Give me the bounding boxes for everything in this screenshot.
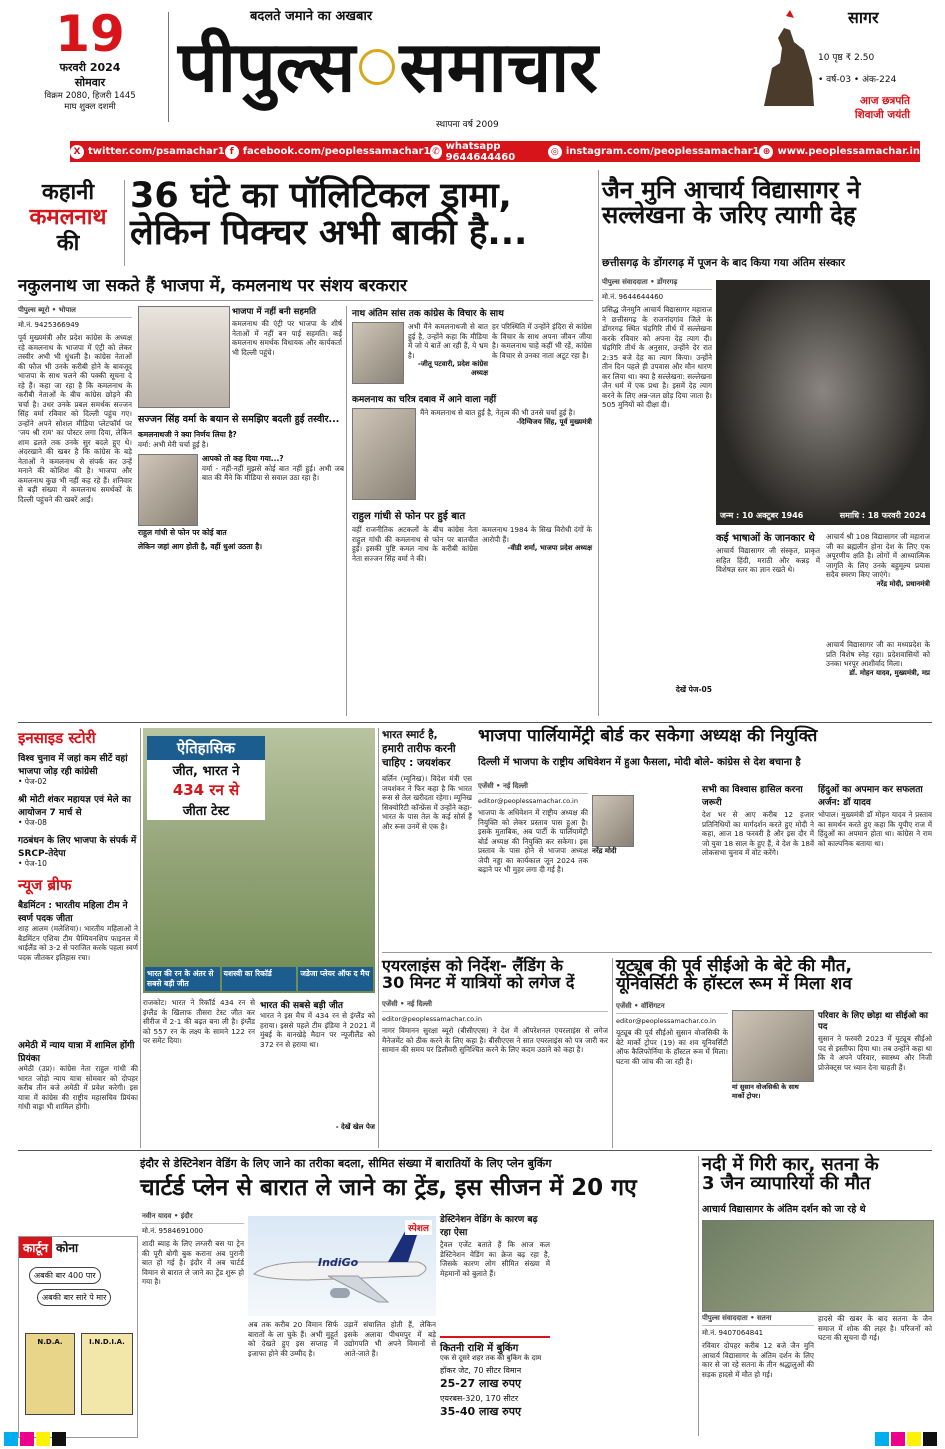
accident-photo	[702, 1220, 934, 1312]
kamalnath-photo	[138, 306, 230, 408]
qa-a2: वर्मा - नहीं-नहीं मुझसे कोई बात नहीं हुई। अभी जब बात की मैंने कि मीडिया से सवाल उठा रहा है।	[202, 463, 344, 482]
cricket-tabs	[145, 967, 373, 991]
quote-digvijay-by: -दिग्विजय सिंह, पूर्व मुख्यमंत्री	[516, 417, 592, 426]
twitter-link[interactable]	[70, 145, 225, 159]
quote-cm-text: आचार्य विद्यासागर जी का मध्यप्रदेश के प्रति विशेष स्नेह रहा। प्रदेशवासियों को उनका भरपूर आशीर्वाद मिला।	[826, 640, 930, 668]
qa-pt1: राहुल गांधी से फोन पर कोई बात	[138, 527, 227, 537]
jayanti-line2: शिवाजी जयंती	[854, 109, 910, 121]
vidyasagar-body: प्रसिद्ध जैनमुनि आचार्य विद्यासागर महाराज ने छत्तीसगढ़ के राजनांदगांव जिले के डोंगरगढ़ स्थित चंद्रगिरि तीर्थ में सल्लेखना करके रविवार को अपना देह त्याग दी। चंद्रगिरि तीर्थ के अनुसार, उन्होंने देर रात 2:35 बजे देह का त्याग किया। उन्होंने तीन दिन पहले ही उपवास और मौन धारण कर लिया था। क्या है सल्लेखना: सल्लेखना जैन धर्म में एक प्रथा है। इसमें देह त्याग करने के लिए अन्न-जल छोड़ दिया जाता है। 505 मुनियों को दीक्षा दी।	[602, 305, 712, 409]
website-url: www.peoplessamachar.in	[777, 146, 920, 157]
charter-headline: चार्टर्ड प्लेन से बारात ले जाने का ट्रेंड, इस सीजन में 20 गए	[140, 1175, 637, 1201]
quote-digvijay-text: मैंने कमलनाथ से बात हुई है, नेतृत्व की भी उनसे चर्चा हुई है।	[420, 408, 576, 417]
youtube-email: editor@peoplessamachar.co.in	[616, 1017, 716, 1025]
inside-item[interactable]	[18, 751, 138, 787]
cartoon-bubble1: अबकी बार 400 पार	[29, 1267, 101, 1284]
cartoon-title: कार्टून	[19, 1237, 52, 1258]
cricket-banner	[147, 736, 265, 820]
lead-col-divider	[346, 306, 347, 716]
section-divider-right	[598, 170, 599, 716]
jaishankar-head-line2: हमारी तारीफ करनी	[382, 743, 456, 755]
birth-date: जन्म : 10 अक्टूबर 1946	[720, 511, 804, 520]
year-issue: • वर्ष-03 • अंक-224	[818, 75, 897, 85]
newspaper-name-right: समाचार	[399, 25, 598, 108]
cricket-tab: यशस्वी का रिकॉर्ड	[222, 967, 297, 991]
cricket-col2-body: भारत ने इस मैच में 434 रन से इंग्लैंड को हराया। इससे पहले टीम इंडिया ने 2021 में मुंबई के वानखेड़े मैदान पर न्यूजीलैंड को 372 रन से हराया था।	[260, 1011, 375, 1049]
cartoon-title2: कोना	[56, 1241, 79, 1255]
youtube-photo-caption: मां सुसान वोजसिकी के साथ मार्को ट्रोपर।	[732, 1083, 799, 1100]
cricket-banner-line2: जीत, भारत ने	[147, 760, 265, 780]
quote-modi-by: नरेंद्र मोदी, प्रधानमंत्री	[876, 579, 930, 588]
sajjan-photo	[138, 454, 198, 526]
bjp-subhead: दिल्ली में भाजपा के राष्ट्रीय अधिवेशन में हुआ फैसला, मोदी बोले- कांग्रेस से देश बचाना है	[478, 757, 801, 768]
airline-body: नागर विमानन सुरक्षा ब्यूरो (बीसीएएस) ने देश में ऑपरेशनल एयरलाइंस से लगेज मैनेजमेंट को ठीक करने के लिए कहा है। बीसीएएस ने सात एयरलाइंस को पत्र जारी कर सामान की समय पर डिलीवरी सुनिश्चित करने के लिए कदम उठाने को कहा है।	[382, 1026, 608, 1054]
twitter-handle: twitter.com/psamachar1	[88, 146, 225, 157]
vidyasagar-headline-line1: जैन मुनि आचार्य विद्यासागर ने	[602, 176, 861, 204]
accident-col2: हादसे की खबर के बाद सतना के जैन समाज में शोक की लहर है। परिजनों को घटना की सूचना दी गई।	[818, 1314, 932, 1342]
vidyasagar-byline: पीपुल्स संवाददाता • डोंगरगढ़	[602, 278, 712, 290]
inside-divider	[140, 728, 141, 1148]
youtube-side	[818, 1010, 932, 1149]
cost2-label: एयरबस-320, 170 सीटर	[440, 1394, 519, 1403]
vidyasagar-subhead: छत्तीसगढ़ के डोंगरगढ़ में पूजन के बाद किया गया अंतिम संस्कार	[602, 257, 846, 269]
fold-rule	[18, 722, 932, 723]
jayanti-box	[815, 94, 910, 122]
charter-kicker: इंदौर से डेस्टिनेशन वेडिंग के लिए जाने का तरीका बदला, सीमित संख्या में बारातियों के लिए प्लेन बुकिंग	[140, 1157, 552, 1170]
airline-byline: एजेंसी • नई दिल्ली	[382, 1000, 608, 1012]
brief2-head: अमेठी में न्याय यात्रा में शामिल होंगी प्रियंका	[18, 1041, 135, 1064]
cost-box	[440, 1336, 550, 1419]
quote-patwari	[408, 322, 488, 384]
modi-photo	[592, 795, 634, 847]
youtube-side-head: परिवार के लिए छोड़ा था सीईओ का पद	[818, 1011, 928, 1032]
digvijay-photo	[352, 408, 416, 500]
whatsapp-icon: ✆	[432, 146, 440, 157]
date-calendar: विक्रम 2080, हिजरी 1445	[44, 91, 136, 101]
website-link[interactable]	[759, 145, 920, 159]
swatch-magenta	[20, 1432, 34, 1446]
vidyasagar-see-page: देखें पेज-05	[675, 685, 712, 694]
pages-price: 10 पृष्ठ ₹ 2.50	[818, 53, 875, 63]
bottom-rule	[18, 1150, 932, 1151]
inside-item-page: • पेज-08	[18, 818, 47, 827]
shivaji-statue-image	[760, 8, 818, 108]
airline-headline	[382, 958, 608, 992]
date-month: फरवरी 2024	[59, 61, 121, 74]
accident-subhead: आचार्य विद्यासागर के अंतिम दर्शन को जा रहे थे	[702, 1204, 866, 1215]
tagline: बदलते जमाने का अखबार	[250, 9, 373, 24]
bjp-col2-body: देश भर से आए करीब 12 हजार प्रतिनिधियों का मार्गदर्शन करते हुए मोदी ने कहा, आज 18 फरवरी है और इस दौर में जो युवा 18 साल के हुए हैं, वे देश के 18वें लोकसभा चुनाव में वोट करेंगे।	[702, 810, 814, 857]
bjp-col3-body: भोपाल। मुख्यमंत्री डॉ मोहन यादव ने प्रस्ताव का समर्थन करते हुए कहा कि यूपीए राज में हिंदुओं का अपमान होता था। कांग्रेस ने राम को काल्पनिक बताया था।	[818, 810, 932, 848]
youtube-side-body: सुसान ने फरवरी 2023 में यूट्यूब सीईओ पद से इस्तीफा दिया था। तब उन्होंने कहा था कि वे अपने परिवार, स्वास्थ्य और निजी प्रोजेक्ट्स पर ध्यान देना चाहती हैं।	[818, 1034, 932, 1072]
date-weekday: सोमवार	[74, 76, 106, 89]
cricket-photo	[143, 728, 375, 993]
youtube-headline	[616, 958, 932, 994]
logo-emblem-icon	[359, 49, 395, 85]
lead-mobile: मो.नं. 9425366949	[18, 321, 80, 329]
accident-body: रविवार दोपहर करीब 12 बजे जैन मुनि आचार्य विद्यासागर के अंतिम दर्शन के लिए कार से जा रहे सतना के तीन श्रद्धालुओं की सड़क हादसे में मौत हो गई।	[702, 1341, 814, 1379]
mid-rule	[382, 952, 932, 953]
twitter-icon: X	[70, 145, 84, 159]
swatch-black	[52, 1432, 66, 1446]
instagram-handle: instagram.com/peoplessamachar1	[565, 146, 760, 157]
inside-story-title: इनसाइड स्टोरी	[18, 729, 96, 747]
swatch-magenta	[891, 1432, 905, 1446]
vidyasagar-caption-body: आचार्य विद्यासागर जी संस्कृत, प्राकृत सहित हिंदी, मराठी और कन्नड़ में विशेषज्ञ स्तर का ज्ञान रखते थे।	[716, 546, 820, 574]
instagram-icon: ◎	[548, 145, 562, 159]
qa-a1: वर्मा: अभी मेरी चर्चा हुई है।	[138, 440, 209, 449]
bjp-col2-head: सभी का विश्वास हासिल करना जरूरी	[702, 785, 803, 808]
vidyasagar-photo	[716, 280, 930, 525]
instagram-link[interactable]	[548, 145, 760, 159]
qa-pt2: लेकिन जहां आग होती है, वहीं धुआं उठता है।	[138, 541, 263, 551]
vidyasagar-mobile: मो.नं. 9644644460	[602, 293, 664, 301]
accident-mobile: मो.नं. 9407064841	[702, 1329, 764, 1337]
airline-email: editor@peoplessamachar.co.in	[382, 1015, 482, 1023]
lead-subhead: नकुलनाथ जा सकते हैं भाजपा में, कमलनाथ पर संशय बरकरार	[18, 276, 407, 296]
lead-rule	[18, 300, 593, 301]
inside-story	[18, 728, 138, 1212]
bjp-col1	[478, 782, 588, 948]
bjp-col3	[818, 782, 932, 950]
swatch-cyan	[4, 1432, 18, 1446]
vidyasagar-col	[602, 278, 712, 718]
quote-vd	[482, 525, 592, 635]
inside-item-text: विश्व चुनाव में जहां कम सीटें वहां भाजपा जोड़ रही कांग्रेसी	[18, 754, 128, 777]
accident-col1	[702, 1314, 814, 1423]
center-body: हर परिस्थिति में उन्होंने इंदिरा से कांग्रेस के विचार के साथ अपना जीवन जीया है। कमलनाथ चाहे कहीं भी रहें, कांग्रेस के विचार से उनका नाता अटूट रहा है।	[492, 322, 592, 360]
inside-item-text: गठबंधन के लिए भाजपा के संपर्क में SRCP-तेदेपा	[18, 836, 137, 859]
lead-body: पूर्व मुख्यमंत्री और प्रदेश कांग्रेस के अध्यक्ष रहे कमलनाथ के भाजपा में एंट्री को लेकर तस्वीर अभी भी धुंधली है। कांग्रेस नेताओं की फौज भी उनके करीबी होने के बावजूद भाजपा के साथ चलने की पक्की सूचना दे रहे हैं। कहा जा रहा है कि कमलनाथ के करीबी नेताओं के बीच कांग्रेस छोड़ने की चर्चा है। उधर उनके प्रबल समर्थक सज्जन सिंह वर्मा रविवार को दिल्ली पहुंच गए। उन्होंने अपने सोशल मीडिया प्लेटफॉर्म पर 'जय श्री राम' का पोस्टर लगा दिया, लेकिन शाम ढलते तक उनके सुर बदले हुए थे। अंदरखाने की खबर है कि कांग्रेस के बड़े नेताओं ने कमलनाथ से संपर्क कर उन्हें मनाने की कोशिश की है। भाजपा और कमलनाथ कुछ भी नहीं कह रहे हैं। शनिवार से बड़ी संख्या में कमलनाथ समर्थकों के दिल्ली पहुंचने की खबरें आईं।	[18, 333, 132, 504]
bjp-body: भाजपा के अधिवेशन में राष्ट्रीय अध्यक्ष की नियुक्ति को लेकर प्रस्ताव पास हुआ है। इसके मुताबिक, अब पार्टी के पार्लियामेंट्री बोर्ड अध्यक्ष की नियुक्ति कर सकेगा। इस प्रस्ताव के पास होने से भाजपा अध्यक्ष जेपी नड्डा का कार्यकाल जून 2024 तक बढ़ाने पर भी मुहर लगा दी गई है।	[478, 808, 588, 874]
date-block	[20, 5, 160, 112]
jaishankar-head-line1: भारत स्मार्ट है,	[382, 729, 438, 741]
youtube-headline-line2: यूनिवर्सिटी के हॉस्टल रूम में मिला शव	[616, 973, 852, 994]
plane-photo	[248, 1216, 436, 1316]
lead-byline: पीपुल्स ब्यूरो • भोपाल	[18, 306, 132, 318]
vidyasagar-caption: कई भाषाओं के जानकार थे	[716, 533, 815, 544]
charter-col4-body: ट्रैवल एजेंट बताते हैं कि आज कल डेस्टिनेशन वेडिंग का क्रेज बढ़ रहा है, जिसके कारण लोग सीमित संख्या में मेहमानों को बुलाते हैं।	[440, 1240, 550, 1278]
lead-center	[352, 306, 592, 716]
quote-digvijay	[420, 408, 592, 500]
brief1-body: शाह आलम (मलेशिया)। भारतीय महिलाओं ने बैडमिंटन एशिया टीम चैम्पियनशिप फाइनल में थाईलैंड को 3-2 से पराजित करके पहला स्वर्ण पदक जीतकर इतिहास रचा।	[18, 924, 138, 962]
charter-mobile: मो.नं. 9584691000	[142, 1227, 204, 1235]
masthead-divider	[168, 12, 169, 122]
cricket-body: राजकोट। भारत ने रिकॉर्ड 434 रन से इंग्लैंड के खिलाफ तीसरा टेस्ट जीत कर सीरीज में 2-1 की बढ़त बना ली है। इंग्लैंड को 557 रन के लक्ष्य के सामने 122 रन पर समेट दिया।	[143, 998, 255, 1045]
kicker-word2: कमलनाथ	[29, 205, 107, 231]
cartoon-house-nda-label: N.D.A.	[37, 1338, 63, 1346]
accident-byline: पीपुल्स संवाददाता • सतना	[702, 1314, 814, 1326]
charter-byline: नवीन यादव • इंदौर	[142, 1212, 244, 1224]
bjp-col2	[702, 782, 814, 950]
charter-col3: उड़ानें संचालित होती हैं, लेकिन इसके अलावा पीथमपुर में बड़े उद्योगपति भी अपने विमानों से आते-जाते हैं।	[344, 1320, 436, 1358]
cricket-see: - देखें खेल पेज	[335, 1123, 375, 1131]
center3-body: वहीं राजनीतिक अटकलों के बीच कांग्रेस नेता राहुल गांधी की कमलनाथ से फोन पर बातचीत हुई। इसकी पुष्टि कमल नाथ के करीबी कांग्रेस नेता सज्जन सिंह वर्मा ने की।	[352, 525, 478, 563]
youtube-photo	[732, 1010, 814, 1082]
accident-divider	[698, 1156, 699, 1436]
charter-col4-head: डेस्टिनेशन वेडिंग के कारण बढ़ रहा ऐसा	[440, 1215, 538, 1238]
lead-col2-head: भाजपा में नहीं बनी सहमति	[232, 307, 317, 317]
cricket-col2-head: भारत की सबसे बड़ी जीत	[260, 1001, 343, 1011]
airline-headline-line1: एयरलाइंस को निर्देश- लैंडिंग के	[382, 956, 563, 975]
facebook-link[interactable]	[225, 145, 431, 159]
indigo-logo: IndiGo	[318, 1256, 359, 1269]
lead-kicker	[18, 180, 118, 256]
accident-headline	[702, 1156, 932, 1194]
newspaper-name	[178, 22, 738, 112]
modi-caption: नरेंद्र मोदी	[592, 847, 617, 855]
special-tag: स्पेशल	[405, 1220, 432, 1235]
cricket-banner-line3: 434 रन से	[147, 780, 265, 800]
quote-patwari-text: अभी मैंने कमलनाथजी से बात हुई है, उन्होंने कहा कि मीडिया में जो ये बातें आ रही हैं, ये भ्रम है।	[408, 322, 488, 360]
accident-headline-line2: 3 जैन व्यापारियों की मौत	[702, 1172, 871, 1194]
lead-headline-line2: लेकिन पिक्चर अभी बाकी है...	[130, 212, 528, 253]
cricket-banner-line4: जीता टेस्ट	[147, 800, 265, 820]
cricket-banner-line1: ऐतिहासिक	[147, 736, 265, 760]
swatch-yellow	[907, 1432, 921, 1446]
swatch-black	[923, 1432, 937, 1446]
lead-qa-block	[138, 430, 344, 715]
samadhi-date: समाधि : 18 फरवरी 2024	[839, 511, 926, 520]
airline-headline-line2: 30 मिनट में यात्रियों को लगेज दें	[382, 972, 575, 992]
inside-item[interactable]	[18, 792, 138, 828]
whatsapp-number: whatsapp 9644644460	[445, 140, 516, 163]
charter-col2: अब तक करीब 20 विमान सिर्फ बारातों के ला चुके हैं। अभी मुहूर्त को देखते हुए इस सप्ताह में इजाफा होने की उम्मीद है।	[248, 1320, 338, 1358]
center3-head: राहुल गांधी से फोन पर हुई बात	[352, 511, 466, 522]
cartoon-house-nda	[25, 1333, 75, 1415]
airline-col	[382, 1000, 608, 1126]
lead-col2	[232, 306, 342, 406]
charter-col4	[440, 1212, 550, 1419]
inside-item-page: • पेज-10	[18, 859, 47, 868]
bjp-headline: भाजपा पार्लियामेंट्री बोर्ड कर सकेगा अध्यक्ष की नियुक्ति	[478, 726, 818, 746]
bjp-byline: एजेंसी • नई दिल्ली	[478, 782, 588, 794]
cricket-tab: जडेजा प्लेयर ऑफ द मैच	[298, 967, 373, 991]
qa-q2: आपको तो कह दिया गया...?	[202, 453, 284, 463]
swatch-yellow	[36, 1432, 50, 1446]
quote-vd-by: -वीडी शर्मा, भाजपा प्रदेश अध्यक्ष	[507, 544, 592, 552]
cartoon-box	[18, 1236, 138, 1438]
jaishankar-body: बर्लिन (म्यूनिख)। विदेश मंत्री एस जयशंकर ने फिर कहा है कि भारत रूस से तेल खरीदता रहेगा। म्यूनिख सिक्योरिटी कॉन्फ्रेंस में उन्होंने कहा- भारत के पास तेल के कई सोर्स हैं और रूस उनमें से एक है।	[382, 774, 472, 831]
brief1-head: बैडमिंटन : भारतीय महिला टीम ने स्वर्ण पदक जीता	[18, 901, 128, 924]
cost1-label: हॉकर जेट, 70 सीटर विमान	[440, 1366, 522, 1375]
inside-item-page: • पेज-02	[18, 777, 47, 786]
cost2-value: 35-40 लाख रुपए	[440, 1405, 522, 1418]
brief2-body: अमेठी (उप्र)। कांग्रेस नेता राहुल गांधी की भारत जोड़ो न्याय यात्रा सोमवार को दोपहर करीब तीन बजे अमेठी में प्रवेश करेगी। इस यात्रा में कांग्रेस की राष्ट्रीय महासचिव प्रियंका गांधी वाड्रा भी शामिल होंगी।	[18, 1064, 138, 1111]
vidyasagar-headline-line2: सल्लेखना के जरिए त्यागी देह	[602, 201, 856, 230]
charter-col1	[142, 1212, 244, 1419]
youtube-headline-line1: यूट्यूब की पूर्व सीईओ के बेटे की मौत,	[616, 956, 852, 976]
cost-sub: एक से दूसरे शहर तक की बुकिंग के दाम	[440, 1354, 542, 1362]
accident-headline-line1: नदी में गिरी कार, सतना के	[702, 1154, 879, 1175]
vidyasagar-headline	[602, 178, 932, 228]
cricket-divider	[378, 728, 379, 1148]
airline-divider	[612, 958, 613, 1148]
inside-item[interactable]	[18, 833, 138, 869]
jaishankar-head-line3: चाहिए : जयशंकर	[382, 757, 451, 769]
kicker-word1: कहानी	[41, 180, 95, 205]
sajjan-caption: सज्जन सिंह वर्मा के बयान से समझिए बदली हुई तस्वीर...	[138, 414, 340, 425]
inside-item-text: श्री मोटी शंकर महायज्ञ एवं मेले का आयोजन 7 मार्च से	[18, 795, 131, 818]
quote-vd-text: कमलनाथ 1984 के सिख विरोधी दंगों के आरोपी हैं।	[482, 525, 592, 544]
cricket-col2	[260, 998, 375, 1132]
established-year: स्थापना वर्ष 2009	[436, 120, 499, 130]
newspaper-name-left: पीपुल्स	[178, 25, 356, 108]
cartoon-house-india	[81, 1333, 133, 1415]
facebook-handle: facebook.com/peoplessamachar1	[242, 146, 431, 157]
center-head: नाथ अंतिम सांस तक कांग्रेस के विचार के साथ	[352, 309, 504, 319]
cost1-value: 25-27 लाख रुपए	[440, 1377, 522, 1390]
masthead	[0, 0, 945, 140]
center2-head: कमलनाथ का चरित्र दबाव में आने वाला नहीं	[352, 395, 497, 405]
patwari-photo	[352, 322, 404, 384]
globe-icon: ⊕	[759, 145, 773, 159]
cartoon-bubble2: अबकी बार सारे पे मार	[37, 1289, 111, 1306]
kicker-word3: की	[56, 230, 80, 256]
cartoon-house-india-label: I.N.D.I.A.	[89, 1338, 125, 1346]
jayanti-line1: आज छत्रपति	[859, 95, 910, 107]
edition-name: सागर	[848, 8, 879, 27]
quote-modi-text: आचार्य श्री 108 विद्यासागर जी महाराज जी का ब्रह्मलीन होना देश के लिए एक अपूरणीय क्षति है। लोगों में आध्यात्मिक जागृति के लिए उनके बहुमूल्य प्रयास सदैव स्मरण किए जाएंगे।	[826, 532, 930, 579]
bjp-email: editor@peoplessamachar.co.in	[478, 797, 578, 805]
bjp-col3-head: हिंदुओं का अपमान कर सफलता अर्जन: डॉ यादव	[818, 785, 923, 808]
lead-headline	[130, 178, 590, 252]
date-day: 19	[55, 5, 125, 63]
lead-col1	[18, 306, 132, 716]
qa-q1: कमलनाथजी ने क्या निर्णय लिया है?	[138, 430, 237, 439]
quote-patwari-by: -जीतू पटवारी, प्रदेश कांग्रेस अध्यक्ष	[417, 360, 488, 377]
charter-body: शादी ब्याह के लिए लग्जरी बस या ट्रेन की पूरी बोगी बुक कराना अब पुरानी बात हो गई है। इंदौर में अब चार्टर्ड विमान से बारात ले जाने का ट्रेंड शुरू हो गया है।	[142, 1239, 244, 1286]
date-tithi: माघ शुक्ल दशमी	[64, 102, 116, 112]
whatsapp-link[interactable]	[430, 141, 547, 163]
youtube-body: यूट्यूब की पूर्व सीईओ सुसान वोजसिकी के बेटे मार्को ट्रोपर (19) का शव यूनिवर्सिटी ऑफ कैलिफोर्निया के हॉस्टल रूम में मिला। घटना की जांच की जा रही है।	[616, 1028, 728, 1066]
quote-modi	[826, 532, 930, 589]
jaishankar-story	[382, 728, 472, 934]
quote-cm-by: डॉ. मोहन यादव, मुख्यमंत्री, मप्र	[849, 668, 930, 677]
news-brief-title: न्यूज ब्रीफ	[18, 876, 72, 894]
swatch-cyan	[875, 1432, 889, 1446]
youtube-col	[616, 1002, 728, 1128]
lead-col2-body: कमलनाथ की एंट्री पर भाजपा के शीर्ष नेताओं में नहीं बन पाई सहमति। कई कमलनाथ समर्थक विधायक और कार्यकर्ता भी दिल्ली पहुंचे।	[232, 319, 342, 357]
cricket-tab: भारत की रन के अंतर से सबसे बड़ी जीत	[145, 967, 220, 991]
lead-headline-line1: 36 घंटे का पॉलिटिकल ड्रामा,	[130, 176, 512, 216]
quote-cm	[826, 640, 930, 678]
cost-head: कितनी राशि में बुकिंग	[440, 1343, 519, 1354]
youtube-byline: एजेंसी • वॉशिंगटन	[616, 1002, 728, 1014]
kicker-divider	[124, 180, 125, 266]
facebook-icon: f	[225, 145, 239, 159]
social-strip	[70, 141, 920, 162]
